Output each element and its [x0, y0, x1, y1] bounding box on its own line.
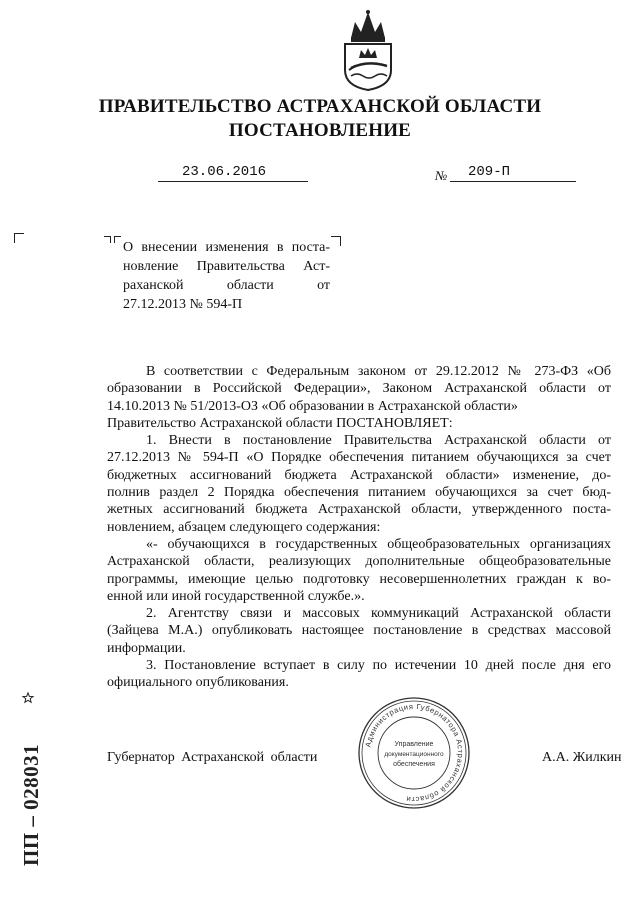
subject-line: новление Правительства Аст-	[123, 259, 330, 274]
document-type-title: ПОСТАНОВЛЕНИЕ	[228, 120, 412, 141]
decree-number: 209-П	[468, 164, 511, 180]
body-line: жетных ассигнований бюджета Астраханской области, утвержденного поста-	[107, 502, 611, 518]
body-line: В соответствии с Федеральным законом от 29.12.2012 № 273-ФЗ «Об	[146, 364, 611, 379]
body-line: 2. Агентству связи и массовых коммуникаций Астраханской области	[146, 606, 611, 622]
official-stamp	[357, 696, 471, 810]
body-line: программы, имеющие целью подготовку несовершеннолетних граждан к во-	[107, 571, 611, 587]
body-line: полнив раздел 2 Порядка обеспечения питанием обучающихся за счет бюд-	[107, 485, 611, 501]
signer-title: Губернатор Астраханской области	[107, 750, 318, 765]
body-line: 1. Внести в постановление Правительства Астраханской области от	[146, 433, 611, 449]
body-line: 27.12.2013 № 594-П «О Порядке обеспечения питанием обучающихся за счет	[107, 450, 611, 466]
signer-name: А.А. Жилкин	[542, 750, 622, 765]
subject-corner-mark-right	[331, 236, 341, 246]
margin-serial-code	[8, 690, 48, 870]
body-line: официального опубликования.	[107, 675, 289, 691]
number-underline	[450, 181, 576, 182]
decree-body	[107, 363, 611, 692]
coat-of-arms-emblem	[337, 8, 399, 92]
subject-line: 27.12.2013 № 594-П	[123, 297, 243, 312]
stamp-center-line: обеспечения	[393, 761, 435, 768]
body-line: енной или иной государственной службе.».	[107, 588, 365, 604]
number-sign: №	[435, 168, 448, 183]
star-icon	[23, 693, 33, 702]
body-line: 14.10.2013 № 51/2013-ОЗ «Об образовании в Астраханской области»	[107, 398, 518, 414]
subject-corner-mark	[104, 236, 111, 243]
body-line: 3. Постановление вступает в силу по истечении 10 дней после дня его	[146, 658, 611, 674]
body-line: (Зайцева М.А.) опубликовать настоящее постановление в средствах массовой	[107, 623, 611, 639]
decree-subject	[123, 238, 330, 314]
stamp-center-line: Управление	[394, 741, 434, 748]
margin-code-text: ПП – 028031	[19, 743, 43, 866]
government-title: ПРАВИТЕЛЬСТВО АСТРАХАНСКОЙ ОБЛАСТИ	[98, 96, 542, 117]
body-line: информации.	[107, 640, 186, 656]
date-underline	[158, 181, 308, 182]
body-line: образовании в Российской Федерации», Законом Астраханской области от	[107, 381, 611, 397]
subject-line: О внесении изменения в поста-	[123, 240, 330, 255]
stamp-outer-text: Администрация Губернатора Астраханской области	[363, 701, 466, 805]
body-line: бюджетных ассигнований бюджета Астраханской области» изменение, до-	[107, 467, 611, 483]
subject-corner-mark	[114, 236, 121, 243]
body-line: «- обучающихся в государственных общеобразовательных организациях	[146, 536, 611, 552]
subject-line: раханской области от	[123, 278, 330, 293]
body-line: Астраханской области, реализующих дополнительные общеобразовательные	[107, 554, 611, 570]
decree-date: 23.06.2016	[182, 164, 267, 180]
body-line: новлением, абзацем следующего содержания:	[107, 519, 381, 535]
stamp-center-line: документационного	[384, 751, 444, 758]
body-line: Правительство Астраханской области ПОСТАНОВЛЯЕТ:	[107, 415, 453, 431]
left-corner-mark	[14, 233, 24, 243]
